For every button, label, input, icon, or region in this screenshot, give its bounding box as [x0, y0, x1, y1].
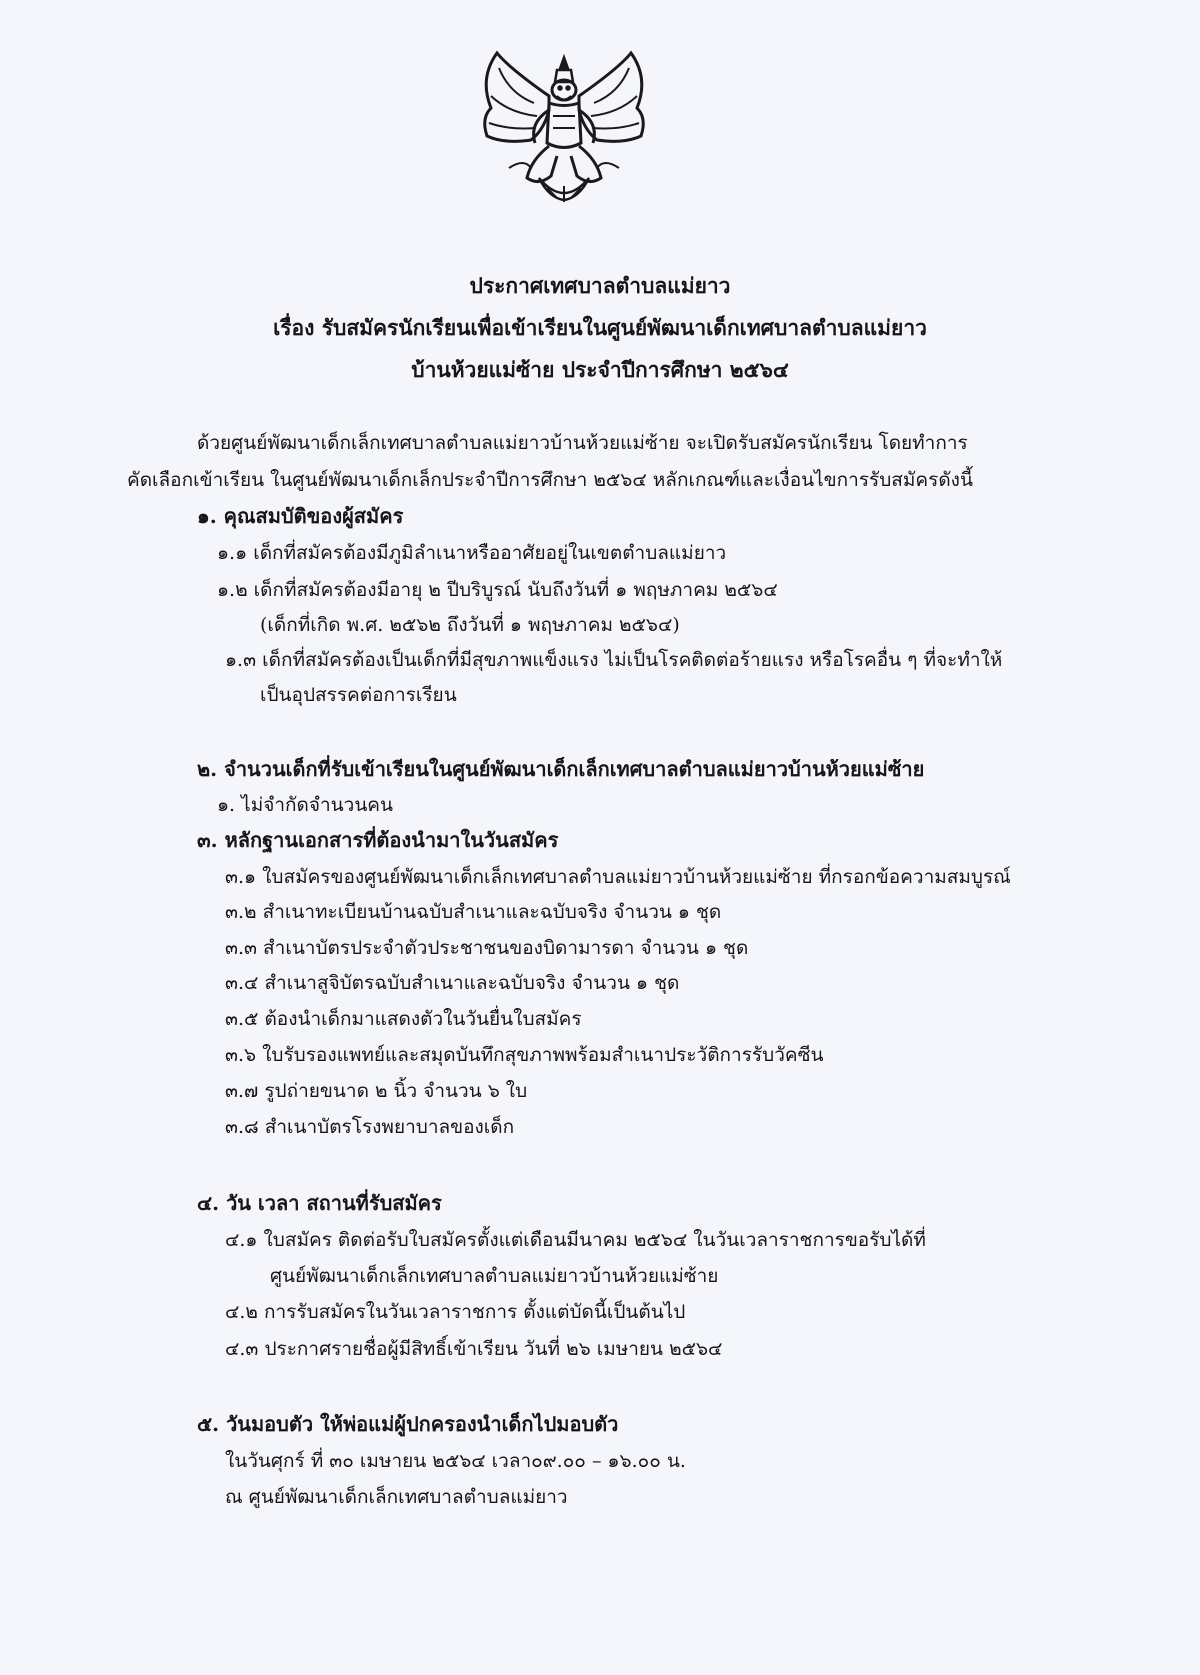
section-4-item-2: ๔.๒ การรับสมัครในวันเวลาราชการ ตั้งแต่บัดนี้เป็นต้นไป [225, 1301, 686, 1323]
intro-paragraph-line-1: ด้วยศูนย์พัฒนาเด็กเล็กเทศบาลตำบลแม่ยาวบ้านห้วยแม่ซ้าย จะเปิดรับสมัครนักเรียน โดยทำการ [197, 432, 968, 454]
intro-paragraph-line-2: คัดเลือกเข้าเรียน ในศูนย์พัฒนาเด็กเล็กประจำปีการศึกษา ๒๕๖๔ หลักเกณฑ์และเงื่อนไขการรับสมัครดังนี้ [127, 469, 973, 491]
announcement-subject-continued: บ้านห้วยแม่ซ้าย ประจำปีการศึกษา ๒๕๖๔ [411, 357, 789, 382]
section-3-item: ๓.๒ สำเนาทะเบียนบ้านฉบับสำเนาและฉบับจริง จำนวน ๑ ชุด [225, 901, 722, 923]
section-4-item-1-continued: ศูนย์พัฒนาเด็กเล็กเทศบาลตำบลแม่ยาวบ้านห้วยแม่ซ้าย [270, 1265, 719, 1287]
section-1-item-3: ๑.๓ เด็กที่สมัครต้องเป็นเด็กที่มีสุขภาพแข็งแรง ไม่เป็นโรคติดต่อร้ายแรง หรือโรคอื่น ๆ ที่จะทำให้ [225, 649, 1003, 671]
section-4-heading: ๔. วัน เวลา สถานที่รับสมัคร [197, 1191, 442, 1215]
section-3-item: ๓.๔ สำเนาสูจิบัตรฉบับสำเนาและฉบับจริง จำนวน ๑ ชุด [225, 972, 680, 994]
section-4-item-1: ๔.๑ ใบสมัคร ติดต่อรับใบสมัครตั้งแต่เดือนมีนาคม ๒๕๖๔ ในวันเวลาราชการขอรับได้ที่ [225, 1229, 926, 1251]
section-5-line-1: ในวันศุกร์ ที่ ๓๐ เมษายน ๒๕๖๔ เวลา๐๙.๐๐ – ๑๖.๐๐ น. [225, 1450, 686, 1472]
section-3-item: ๓.๓ สำเนาบัตรประจำตัวประชาชนของบิดามารดา จำนวน ๑ ชุด [225, 937, 749, 959]
section-2-heading: ๒. จำนวนเด็กที่รับเข้าเรียนในศูนย์พัฒนาเด็กเล็กเทศบาลตำบลแม่ยาวบ้านห้วยแม่ซ้าย [197, 757, 925, 781]
section-3-heading: ๓. หลักฐานเอกสารที่ต้องนำมาในวันสมัคร [197, 828, 559, 852]
section-2-item-1: ๑. ไม่จำกัดจำนวนคน [217, 794, 394, 816]
garuda-emblem-icon [469, 48, 659, 208]
section-1-item-2-note: (เด็กที่เกิด พ.ศ. ๒๕๖๒ ถึงวันที่ ๑ พฤษภาคม ๒๕๖๔) [260, 614, 680, 636]
section-3-item: ๓.๗ รูปถ่ายขนาด ๒ นิ้ว จำนวน ๖ ใบ [225, 1080, 528, 1102]
section-5-heading: ๕. วันมอบตัว ให้พ่อแม่ผู้ปกครองนำเด็กไปมอบตัว [197, 1412, 619, 1436]
announcement-subject: เรื่อง รับสมัครนักเรียนเพื่อเข้าเรียนในศูนย์พัฒนาเด็กเทศบาลตำบลแม่ยาว [273, 315, 927, 340]
section-5-line-2: ณ ศูนย์พัฒนาเด็กเล็กเทศบาลตำบลแม่ยาว [225, 1486, 568, 1508]
section-3-item: ๓.๕ ต้องนำเด็กมาแสดงตัวในวันยื่นใบสมัคร [225, 1008, 582, 1030]
section-1-heading: ๑. คุณสมบัติของผู้สมัคร [197, 504, 404, 528]
announcement-title: ประกาศเทศบาลตำบลแม่ยาว [469, 273, 731, 298]
section-1-item-2: ๑.๒ เด็กที่สมัครต้องมีอายุ ๒ ปีบริบูรณ์ นับถึงวันที่ ๑ พฤษภาคม ๒๕๖๔ [217, 579, 778, 601]
section-3-item: ๓.๑ ใบสมัครของศูนย์พัฒนาเด็กเล็กเทศบาลตำบลแม่ยาวบ้านห้วยแม่ซ้าย ที่กรอกข้อความสมบูรณ์ [225, 866, 1011, 888]
section-3-item: ๓.๖ ใบรับรองแพทย์และสมุดบันทึกสุขภาพพร้อมสำเนาประวัติการรับวัคซีน [225, 1044, 824, 1066]
section-1-item-1: ๑.๑ เด็กที่สมัครต้องมีภูมิลำเนาหรืออาศัยอยู่ในเขตตำบลแม่ยาว [217, 542, 727, 564]
section-3-item: ๓.๘ สำเนาบัตรโรงพยาบาลของเด็ก [225, 1116, 515, 1138]
section-1-item-3-continued: เป็นอุปสรรคต่อการเรียน [260, 684, 457, 706]
section-4-item-3: ๔.๓ ประกาศรายชื่อผู้มีสิทธิ์เข้าเรียน วันที่ ๒๖ เมษายน ๒๕๖๔ [225, 1338, 723, 1360]
